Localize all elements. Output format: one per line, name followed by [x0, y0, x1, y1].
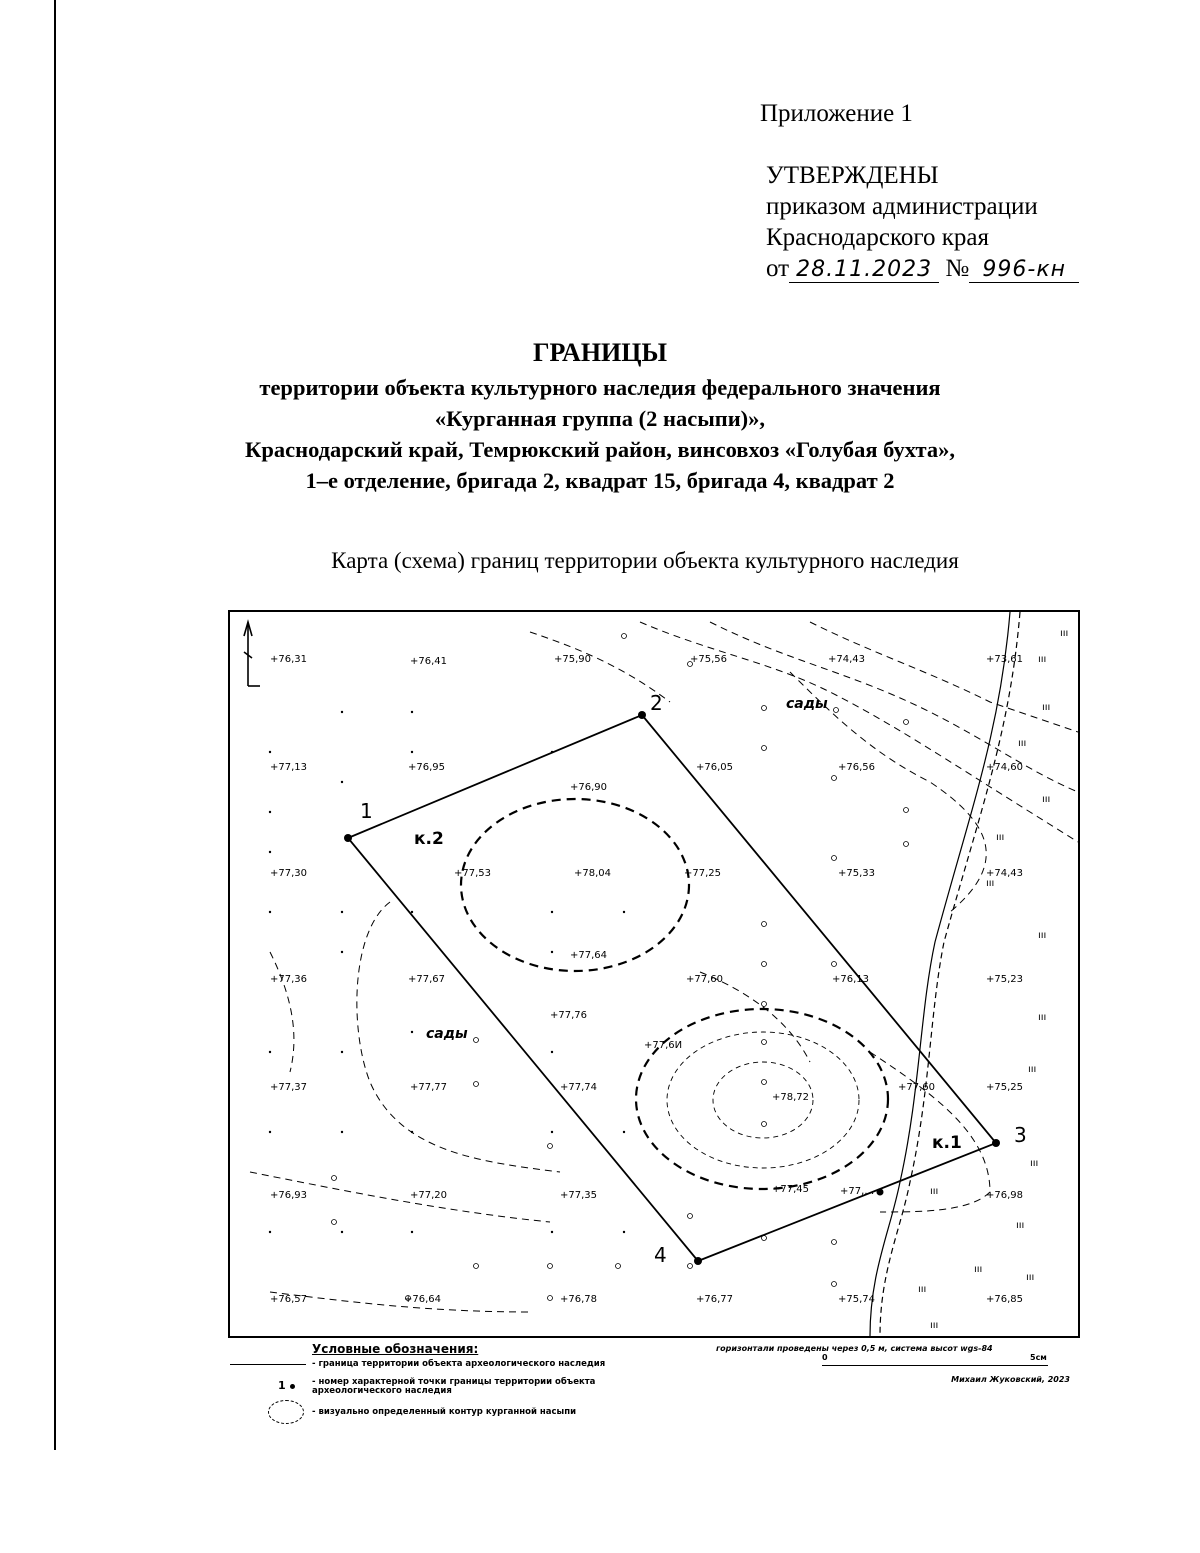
contour-lines	[250, 622, 1078, 1312]
title-line-3: Краснодарский край, Темрюкский район, винсовхоз «Голубая бухта»,	[245, 437, 955, 462]
elevation-label: +77,25	[684, 868, 722, 879]
elevation-label: +76,77	[696, 1294, 734, 1305]
elevation-label: +77,35	[560, 1190, 598, 1201]
elevation-label: +77,67	[408, 974, 446, 985]
mound-k2-label: к.2	[414, 829, 444, 849]
elevation-label: +77,77	[410, 1082, 448, 1093]
document-title	[0, 338, 1200, 496]
boundary-point-3-marker	[992, 1139, 1000, 1147]
boundary-point-2-label: 2	[650, 691, 663, 715]
svg-text:ııı: ııı	[930, 1186, 939, 1197]
elevation-label: +77,60	[898, 1082, 936, 1093]
margin-line	[54, 0, 56, 1450]
elevation-label: +76,41	[410, 656, 448, 667]
elevation-label: +74,43	[828, 654, 866, 665]
elevation-label: +78,04	[574, 868, 612, 879]
boundary-point-3-label: 3	[1014, 1123, 1027, 1147]
number-sign: №	[945, 255, 970, 282]
svg-text:ııı: ııı	[1060, 628, 1069, 639]
elevation-label: +77,13	[270, 762, 308, 773]
territory-boundary	[348, 715, 996, 1261]
elevation-label: +77,37	[270, 1082, 308, 1093]
approval-date-line	[766, 253, 1079, 284]
legend-item-mound: - визуально определенный контур курганной насыпи	[312, 1407, 577, 1417]
boundary-point-4-label: 4	[654, 1243, 667, 1267]
mound-contours	[461, 799, 888, 1189]
elevation-label: +77,…	[840, 1186, 875, 1197]
svg-text:ııı: ııı	[996, 832, 1005, 843]
elevation-label: +76,57	[270, 1294, 308, 1305]
svg-text:ııı: ııı	[1016, 1220, 1025, 1231]
svg-text:ııı: ııı	[1038, 1012, 1047, 1023]
mound-k1-contour	[636, 1009, 888, 1189]
elevation-label: +77,45	[772, 1184, 810, 1195]
svg-text:ııı: ııı	[1028, 1064, 1037, 1075]
svg-text:ııı: ııı	[1042, 794, 1051, 805]
approval-block	[766, 160, 1079, 284]
elevation-label: +76,95	[408, 762, 446, 773]
elevation-label: +77,74	[560, 1082, 598, 1093]
date-prefix: от	[766, 255, 790, 282]
elevation-label: +77,30	[270, 868, 308, 879]
scale-bar	[716, 1353, 1076, 1375]
mound-inner-contours	[667, 1032, 859, 1168]
legend-item-point: - номер характерной точки границы территории объекта археологического наследия	[312, 1377, 596, 1396]
approval-line-2: приказом администрации	[766, 193, 1038, 220]
scale-end: 5см	[1030, 1353, 1047, 1362]
boundary-point-1-marker	[344, 834, 352, 842]
boundary-point-2-marker	[638, 711, 646, 719]
elevation-label: +77,64	[570, 950, 608, 961]
elevation-label: +77,36	[270, 974, 308, 985]
elevation-label: +77,6И	[644, 1040, 683, 1051]
elevation-label: +76,64	[404, 1294, 442, 1305]
orchard-label-1: сады	[786, 696, 828, 712]
map-canvas	[230, 612, 1078, 1336]
approval-line-3: Краснодарского края	[766, 224, 989, 251]
svg-text:ııı: ııı	[930, 1320, 939, 1331]
approval-line-1: УТВЕРЖДЕНЫ	[766, 162, 939, 189]
elevation-label: +76,78	[560, 1294, 598, 1305]
scale-line	[822, 1365, 1048, 1366]
elevation-label: +76,90	[570, 782, 608, 793]
elevation-label: +76,98	[986, 1190, 1024, 1201]
svg-text:ııı: ııı	[1026, 1272, 1035, 1283]
point-number-symbol-text: 1	[278, 1379, 286, 1392]
elevation-label: +78,72	[772, 1092, 810, 1103]
title-line-4: 1–е отделение, бригада 2, квадрат 15, бригада 4, квадрат 2	[305, 468, 895, 493]
boundary-point-1-label: 1	[360, 799, 373, 823]
elevation-label: +77,53	[454, 868, 492, 879]
elevation-label: +76,05	[696, 762, 734, 773]
elevation-label: +75,33	[838, 868, 876, 879]
legend-item-boundary: - граница территории объекта археологического наследия	[312, 1359, 606, 1369]
north-arrow-icon	[244, 622, 260, 686]
map-note	[716, 1344, 1076, 1384]
svg-text:ııı: ııı	[918, 1284, 927, 1295]
map-caption: Карта (схема) границ территории объекта культурного наследия	[331, 548, 959, 573]
mound-k2-contour	[461, 799, 689, 971]
elevation-label: +76,93	[270, 1190, 308, 1201]
svg-text:ııı: ııı	[1038, 654, 1047, 665]
legend-title: Условные обозначения:	[312, 1342, 479, 1356]
elevation-label: +75,25	[986, 1082, 1024, 1093]
boundary-point-markers	[344, 711, 1000, 1265]
svg-text:ııı: ııı	[1038, 930, 1047, 941]
appendix-label: Приложение 1	[760, 100, 913, 127]
mound-k1-label: к.1	[932, 1133, 962, 1153]
elevation-label: +77,60	[686, 974, 724, 985]
title-line-1: территории объекта культурного наследия федерального значения	[259, 375, 941, 400]
number-value: 996-кн	[982, 257, 1067, 282]
elevation-label: +77,20	[410, 1190, 448, 1201]
date-field	[789, 257, 939, 283]
svg-text:ııı: ııı	[986, 878, 995, 889]
number-field	[969, 257, 1079, 283]
svg-text:ııı: ııı	[1018, 738, 1027, 749]
title-main: ГРАНИЦЫ	[532, 338, 668, 367]
elevation-label: +76,13	[832, 974, 870, 985]
mound-contour-symbol	[268, 1400, 304, 1424]
elevation-label: +74,60	[986, 762, 1024, 773]
elevation-labels	[270, 654, 1023, 1305]
svg-text:ııı: ııı	[1030, 1158, 1039, 1169]
elevation-label: +74,43	[986, 868, 1024, 879]
site-map	[228, 610, 1080, 1338]
svg-text:ııı: ııı	[1042, 702, 1051, 713]
elevation-label: +73,61	[986, 654, 1024, 665]
contour-note: горизонтали проведены через 0,5 м, система высот wgs-84	[716, 1344, 993, 1353]
elevation-label: +75,56	[690, 654, 728, 665]
elevation-label: +76,31	[270, 654, 308, 665]
elevation-label: +76,56	[838, 762, 876, 773]
orchard-label-2: сады	[426, 1026, 468, 1042]
elevation-label: +75,90	[554, 654, 592, 665]
point-number-symbol	[278, 1379, 295, 1392]
title-line-2: «Курганная группа (2 насыпи)»,	[434, 406, 766, 431]
elevation-label: +77,76	[550, 1010, 588, 1021]
elevation-label: +76,85	[986, 1294, 1024, 1305]
author-note: Михаил Жуковский, 2023	[951, 1375, 1070, 1384]
boundary-line-symbol	[230, 1364, 306, 1365]
svg-text:ııı: ııı	[974, 1264, 983, 1275]
boundary-point-4-marker	[694, 1257, 702, 1265]
scale-zero: 0	[822, 1353, 828, 1362]
date-value: 28.11.2023	[796, 257, 933, 282]
elevation-label: +75,23	[986, 974, 1024, 985]
elevation-label: +75,74	[838, 1294, 876, 1305]
